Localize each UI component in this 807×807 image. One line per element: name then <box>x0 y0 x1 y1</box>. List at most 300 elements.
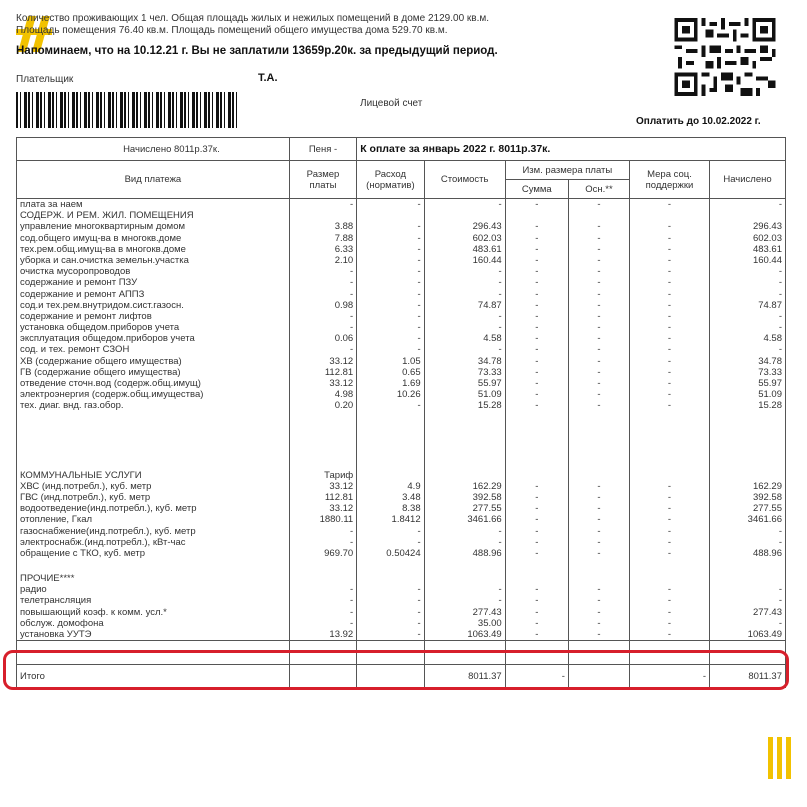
cell-support: - <box>667 299 672 311</box>
qr-code-icon <box>672 18 778 96</box>
cell-cost <box>428 210 502 221</box>
cell-sum: - <box>535 491 539 503</box>
cell-usage: - <box>417 400 421 412</box>
cell-name: обращение с ТКО, куб. метр <box>20 547 146 559</box>
cell-accrued <box>713 559 782 573</box>
cell-usage <box>360 573 420 584</box>
cell-support: - <box>667 243 672 255</box>
cell-cost: 392.58 <box>472 491 502 503</box>
cell-basis: - <box>597 366 601 378</box>
cell-rate: - <box>350 266 354 278</box>
cell-support: - <box>667 378 672 389</box>
cell-support: - <box>667 333 672 345</box>
cell-rate <box>293 210 353 221</box>
cell-basis <box>572 573 626 584</box>
cell-sum <box>509 559 565 573</box>
cell-support: - <box>667 491 672 503</box>
cell-basis <box>572 559 626 573</box>
cell-accrued: - <box>778 344 782 356</box>
cell-support: - <box>667 389 672 401</box>
cell-cost: 73.33 <box>477 366 502 378</box>
cell-support: - <box>667 514 672 526</box>
cell-sum: - <box>535 514 539 526</box>
cell-usage: - <box>417 221 421 233</box>
cell-name <box>20 412 286 470</box>
cell-support: - <box>667 277 672 289</box>
cell-accrued: - <box>778 525 782 537</box>
cell-usage: - <box>417 525 421 537</box>
cell-sum: - <box>535 322 539 334</box>
cell-rate: 0.98 <box>334 299 354 311</box>
cell-cost: - <box>498 310 502 322</box>
cell-sum: - <box>535 503 539 515</box>
col-body-cost <box>424 199 505 641</box>
cell-support: - <box>667 584 672 596</box>
cell-cost: 1063.49 <box>467 629 502 640</box>
cell-rate: - <box>350 584 354 596</box>
cell-basis: - <box>597 547 601 559</box>
cell-name <box>20 559 286 573</box>
cell-name: ПРОЧИЕ**** <box>20 573 75 585</box>
cell-support <box>633 559 706 573</box>
pay-by-date: Оплатить до 10.02.2022 г. <box>636 116 761 127</box>
cell-basis: - <box>597 254 601 266</box>
cell-rate: - <box>350 617 354 629</box>
cell-accrued: - <box>778 595 782 607</box>
cell-sum: - <box>535 389 539 401</box>
cell-usage: - <box>417 344 421 356</box>
cell-rate: - <box>350 199 354 210</box>
cell-name: тех.рем.общ.имущ-ва в многокв.доме <box>20 243 186 255</box>
cell-accrued: 15.28 <box>758 400 782 412</box>
cell-usage: 8.38 <box>402 503 421 515</box>
cell-accrued: - <box>778 310 782 322</box>
cell-basis: - <box>597 514 601 526</box>
barcode-icon <box>16 92 238 128</box>
cell-cost: - <box>498 595 502 607</box>
total-cost: 8011.37 <box>424 665 505 688</box>
cell-usage: - <box>417 629 421 640</box>
cell-basis: - <box>597 288 601 300</box>
cell-support: - <box>667 266 672 278</box>
cell-support: - <box>667 366 672 378</box>
cell-support: - <box>667 221 672 233</box>
cell-support: - <box>667 322 672 334</box>
cell-support: - <box>667 629 672 640</box>
cell-sum: - <box>535 595 539 607</box>
cell-sum: - <box>535 333 539 345</box>
cell-usage: - <box>417 606 421 618</box>
cell-name: электроснабж.(инд.потребл.), кВт-час <box>20 536 186 548</box>
watermark-stripes-icon <box>766 737 794 779</box>
cell-accrued: 296.43 <box>752 221 782 233</box>
accrued-summary: Начислено 8011р.37к. <box>17 138 290 161</box>
cell-basis: - <box>597 400 601 412</box>
cell-support: - <box>667 232 672 244</box>
cell-cost: 160.44 <box>472 254 502 266</box>
cell-cost: 162.29 <box>472 480 502 492</box>
cell-support <box>633 573 706 584</box>
cell-basis: - <box>597 584 601 596</box>
cell-rate <box>293 559 353 573</box>
cell-accrued: 3461.66 <box>747 514 782 526</box>
cell-basis: - <box>597 503 601 515</box>
cell-name: СОДЕРЖ. И РЕМ. ЖИЛ. ПОМЕЩЕНИЯ <box>20 210 194 222</box>
col-sum: Сумма <box>505 180 568 199</box>
cell-basis: - <box>597 525 601 537</box>
cell-support: - <box>667 536 672 548</box>
cell-accrued: - <box>778 322 782 334</box>
cell-sum: - <box>535 536 539 548</box>
cell-sum: - <box>535 277 539 289</box>
cell-support <box>633 470 706 481</box>
cell-usage: 3.48 <box>402 491 421 503</box>
cell-support: - <box>667 400 672 412</box>
cell-basis: - <box>597 355 601 367</box>
cell-usage: 0.65 <box>402 366 421 378</box>
cell-accrued: 392.58 <box>752 491 782 503</box>
cell-accrued: - <box>778 277 782 289</box>
cell-sum: - <box>535 299 539 311</box>
cell-support: - <box>667 606 672 618</box>
highlight-uute-row <box>3 650 789 690</box>
cell-usage: 4.9 <box>407 480 421 492</box>
cell-support: - <box>667 525 672 537</box>
cell-sum: - <box>535 232 539 244</box>
cell-name: очистка мусоропроводов <box>20 266 131 278</box>
cell-support: - <box>667 355 672 367</box>
cell-name: тех. диаг. внд. газ.обор. <box>20 400 124 412</box>
cell-name: обслуж. домофона <box>20 617 104 629</box>
cell-accrued: - <box>778 266 782 278</box>
cell-rate: 112.81 <box>324 366 354 378</box>
cell-cost: 35.00 <box>477 617 502 629</box>
cell-cost: 483.61 <box>472 243 502 255</box>
cell-rate: 13.92 <box>329 629 354 640</box>
cell-basis <box>572 210 626 221</box>
cell-accrued <box>713 412 782 470</box>
cell-cost: - <box>498 199 502 210</box>
cell-basis: - <box>597 606 601 618</box>
to-pay-summary: К оплате за январь 2022 г. 8011р.37к. <box>357 138 786 161</box>
cell-rate: Тариф <box>324 469 354 481</box>
cell-usage: - <box>417 277 421 289</box>
cell-usage: - <box>417 232 421 244</box>
cell-name: плата за наем <box>20 199 83 210</box>
cell-sum: - <box>535 606 539 618</box>
total-support: - <box>629 665 709 688</box>
cell-accrued: 602.03 <box>752 232 782 244</box>
cell-sum: - <box>535 344 539 356</box>
cell-usage: - <box>417 322 421 334</box>
cell-usage: - <box>417 299 421 311</box>
col-body-sum <box>505 199 568 641</box>
col-body-rate <box>289 199 356 641</box>
cell-cost: 55.97 <box>477 378 502 389</box>
cell-cost <box>428 573 502 584</box>
cell-rate: - <box>350 595 354 607</box>
cell-accrued: 4.58 <box>763 333 782 345</box>
debt-notice: Напоминаем, что на 10.12.21 г. Вы не заплатили 13659р.20к. за предыдущий период. <box>16 45 498 57</box>
cell-rate: - <box>350 322 354 334</box>
cell-name: содержание и ремонт АППЗ <box>20 288 145 300</box>
payer-name: Т.А. <box>258 72 278 84</box>
cell-cost <box>428 412 502 470</box>
cell-basis: - <box>597 266 601 278</box>
cell-usage: 0.50424 <box>386 547 421 559</box>
cell-usage: - <box>417 333 421 345</box>
cell-name: газоснабжение(инд.потребл.), куб. метр <box>20 525 196 537</box>
cell-cost: - <box>498 536 502 548</box>
cell-rate: 2.10 <box>334 254 354 266</box>
cell-accrued: 73.33 <box>758 366 782 378</box>
cell-rate: 33.12 <box>329 378 354 389</box>
cell-usage: - <box>417 584 421 596</box>
cell-name: ГВ (содержание общего имущества) <box>20 366 181 378</box>
cell-cost: 277.43 <box>472 606 502 618</box>
account-label: Лицевой счет <box>360 98 423 109</box>
cell-rate: - <box>350 344 354 356</box>
cell-basis: - <box>597 378 601 389</box>
cell-sum: - <box>535 547 539 559</box>
cell-name: эксплуатация общедом.приборов учета <box>20 333 195 345</box>
cell-name: телетрансляция <box>20 595 92 607</box>
cell-usage <box>360 210 420 221</box>
cell-name: содержание и ремонт лифтов <box>20 310 152 322</box>
cell-accrued: 55.97 <box>758 378 782 389</box>
cell-sum: - <box>535 617 539 629</box>
cell-basis: - <box>597 322 601 334</box>
col-support: Мера соц. поддержки <box>629 161 709 199</box>
cell-sum: - <box>535 266 539 278</box>
cell-name: ХВ (содержание общего имущества) <box>20 355 182 367</box>
cell-support: - <box>667 547 672 559</box>
cell-cost: - <box>498 525 502 537</box>
cell-accrued <box>713 470 782 481</box>
cell-cost: - <box>498 322 502 334</box>
cell-name: сод.общего имущ-ва в многокв.доме <box>20 232 182 244</box>
cell-cost <box>428 559 502 573</box>
cell-accrued: 488.96 <box>752 547 782 559</box>
cell-sum: - <box>535 221 539 233</box>
cell-name: отопление, Гкал <box>20 514 93 526</box>
cell-support <box>633 412 706 470</box>
cell-support: - <box>667 344 672 356</box>
cell-cost: 296.43 <box>472 221 502 233</box>
header-residents-line: Количество проживающих 1 чел. Общая площадь жилых и нежилых помещений в доме 2129.00 кв.м. <box>16 13 490 24</box>
cell-accrued: 162.29 <box>752 480 782 492</box>
payer-label: Плательщик <box>16 74 74 85</box>
cell-rate <box>293 412 353 470</box>
cell-sum: - <box>535 584 539 596</box>
cell-support: - <box>667 503 672 515</box>
cell-accrued: - <box>778 617 782 629</box>
cell-sum: - <box>535 310 539 322</box>
cell-rate: 0.06 <box>334 333 354 345</box>
cell-rate: 6.33 <box>334 243 354 255</box>
cell-accrued: - <box>778 288 782 300</box>
col-body-basis <box>568 199 629 641</box>
header-area-line: Площадь помещения 76.40 кв.м. Площадь помещений общего имущества дома 529.70 кв.м. <box>16 25 448 36</box>
cell-cost: - <box>498 584 502 596</box>
cell-rate: - <box>350 536 354 548</box>
cell-rate: 0.20 <box>334 400 354 412</box>
cell-sum: - <box>535 480 539 492</box>
cell-cost: 15.28 <box>477 400 502 412</box>
cell-basis: - <box>597 333 601 345</box>
cell-cost: 51.09 <box>477 389 502 401</box>
cell-accrued: - <box>778 584 782 596</box>
cell-name: ХВС (инд.потребл.), куб. метр <box>20 480 152 492</box>
cell-basis: - <box>597 536 601 548</box>
cell-basis: - <box>597 310 601 322</box>
cell-usage: - <box>417 595 421 607</box>
col-usage: Расход (норматив) <box>357 161 424 199</box>
cell-name: ГВС (инд.потребл.), куб. метр <box>20 491 151 503</box>
cell-rate: 1880.11 <box>319 514 354 526</box>
cell-rate: 33.12 <box>329 503 354 515</box>
cell-name: радио <box>20 584 47 596</box>
col-type: Вид платежа <box>17 161 290 199</box>
col-body-name <box>17 199 290 641</box>
cell-basis <box>572 470 626 481</box>
cell-name: управление многоквартирным домом <box>20 221 186 233</box>
cell-basis: - <box>597 491 601 503</box>
cell-usage <box>360 412 420 470</box>
cell-name: КОММУНАЛЬНЫЕ УСЛУГИ <box>20 469 142 481</box>
cell-accrued: 34.78 <box>758 355 782 367</box>
col-rate: Размер платы <box>289 161 356 199</box>
cell-rate: - <box>350 606 354 618</box>
cell-cost: - <box>498 266 502 278</box>
cell-usage: 1.05 <box>402 355 421 367</box>
cell-usage: 1.69 <box>402 378 421 389</box>
cell-usage: - <box>417 310 421 322</box>
cell-name: установка общедом.приборов учета <box>20 322 180 334</box>
cell-rate: 3.88 <box>334 221 354 233</box>
cell-cost: - <box>498 344 502 356</box>
cell-cost: 34.78 <box>477 355 502 367</box>
cell-rate: - <box>350 525 354 537</box>
cell-name: содержание и ремонт ПЗУ <box>20 277 138 289</box>
col-accrued: Начислено <box>710 161 786 199</box>
cell-usage: - <box>417 288 421 300</box>
cell-accrued: 1063.49 <box>747 629 782 640</box>
cell-usage: - <box>417 254 421 266</box>
cell-accrued: - <box>778 536 782 548</box>
cell-name: электроэнергия (содерж.общ.имущества) <box>20 389 204 401</box>
total-sum: - <box>505 665 568 688</box>
cell-cost <box>428 470 502 481</box>
cell-sum <box>509 573 565 584</box>
cell-usage: - <box>417 536 421 548</box>
cell-sum <box>509 210 565 221</box>
cell-support: - <box>667 254 672 266</box>
cell-cost: 602.03 <box>472 232 502 244</box>
cell-accrued: 51.09 <box>758 389 782 401</box>
cell-cost: 3461.66 <box>467 514 502 526</box>
total-label: Итого <box>17 665 290 688</box>
cell-usage: 1.8412 <box>391 514 421 526</box>
cell-usage: - <box>417 199 421 210</box>
cell-accrued: 277.55 <box>752 503 782 515</box>
cell-rate: - <box>350 288 354 300</box>
cell-sum: - <box>535 366 539 378</box>
cell-support: - <box>667 595 672 607</box>
cell-name: повышающий коэф. к комм. усл.* <box>20 606 167 618</box>
cell-sum: - <box>535 525 539 537</box>
col-basis: Осн.** <box>568 180 629 199</box>
cell-accrued: - <box>778 199 782 210</box>
cell-accrued: 483.61 <box>752 243 782 255</box>
cell-basis: - <box>597 277 601 289</box>
cell-accrued <box>713 573 782 584</box>
cell-sum: - <box>535 378 539 389</box>
cell-usage <box>360 559 420 573</box>
cell-basis: - <box>597 199 601 210</box>
cell-accrued <box>713 210 782 221</box>
cell-basis: - <box>597 243 601 255</box>
cell-support: - <box>667 480 672 492</box>
cell-accrued: 160.44 <box>752 254 782 266</box>
col-change: Изм. размера платы <box>505 161 629 180</box>
cell-sum: - <box>535 400 539 412</box>
cell-basis: - <box>597 617 601 629</box>
cell-sum: - <box>535 243 539 255</box>
cell-usage: - <box>417 617 421 629</box>
cell-basis <box>572 412 626 470</box>
cell-rate: 33.12 <box>329 355 354 367</box>
cell-basis: - <box>597 299 601 311</box>
cell-usage <box>360 470 420 481</box>
cell-rate: - <box>350 277 354 289</box>
cell-cost: 4.58 <box>483 333 502 345</box>
payment-table <box>16 137 786 688</box>
cell-sum: - <box>535 288 539 300</box>
cell-sum: - <box>535 629 539 640</box>
cell-rate: 33.12 <box>329 480 354 492</box>
cell-basis: - <box>597 389 601 401</box>
cell-basis: - <box>597 480 601 492</box>
cell-rate: - <box>350 310 354 322</box>
cell-sum: - <box>535 254 539 266</box>
cell-rate: 7.88 <box>334 232 354 244</box>
cell-cost: - <box>498 288 502 300</box>
cell-basis: - <box>597 629 601 640</box>
cell-rate: 4.98 <box>334 389 354 401</box>
cell-basis: - <box>597 344 601 356</box>
cell-basis: - <box>597 595 601 607</box>
col-body-usage <box>357 199 424 641</box>
cell-accrued: 74.87 <box>758 299 782 311</box>
cell-support: - <box>667 288 672 300</box>
col-cost: Стоимость <box>424 161 505 199</box>
cell-name: водоотведение(инд.потребл.), куб. метр <box>20 503 197 515</box>
cell-name: сод.и тех.рем.внутридом.сист.газосн. <box>20 299 184 311</box>
cell-support <box>633 210 706 221</box>
cell-name: уборка и сан.очистка земельн.участка <box>20 254 189 266</box>
col-body-accrued <box>710 199 786 641</box>
cell-cost: 488.96 <box>472 547 502 559</box>
cell-basis: - <box>597 232 601 244</box>
cell-support: - <box>667 310 672 322</box>
cell-usage: - <box>417 266 421 278</box>
cell-support: - <box>667 199 672 210</box>
cell-cost: 277.55 <box>472 503 502 515</box>
cell-cost: - <box>498 277 502 289</box>
cell-sum: - <box>535 199 539 210</box>
cell-sum <box>509 470 565 481</box>
